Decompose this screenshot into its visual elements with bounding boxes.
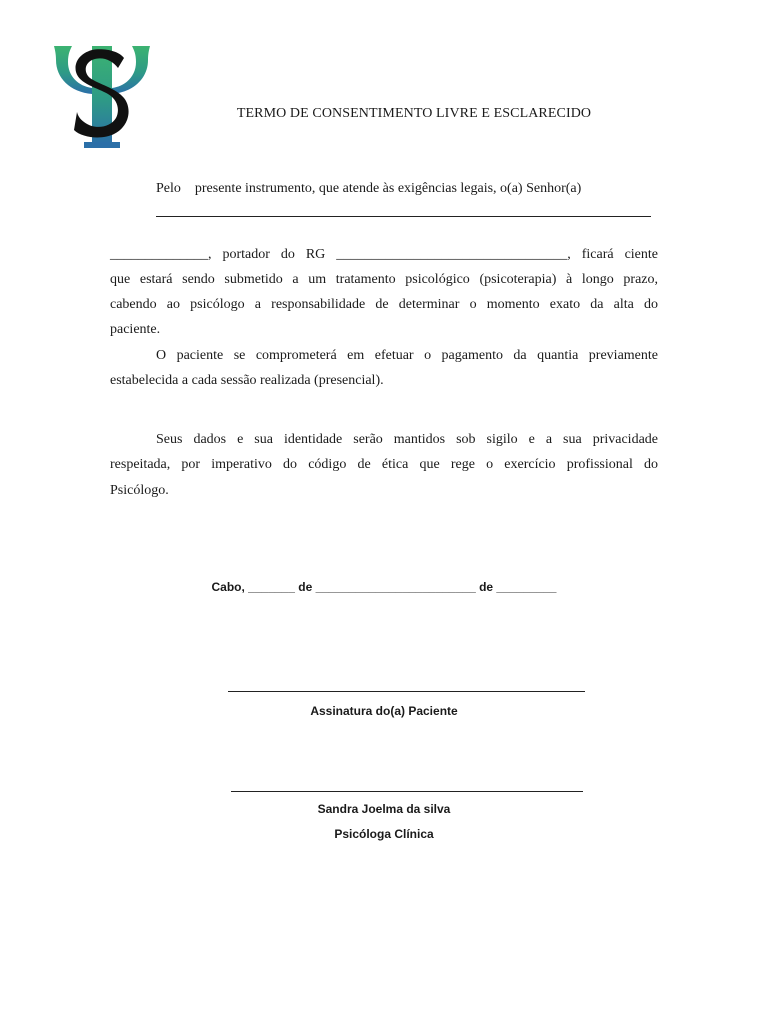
document-title: TERMO DE CONSENTIMENTO LIVRE E ESCLARECIDO [236,106,592,121]
text-fragment: ciente [624,246,658,262]
consent-body [110,176,658,393]
body-line: estabelecida a cada sessão realizada (presencial). [110,373,384,389]
text-fragment: Pelo [156,181,181,196]
text-fragment: RG [305,246,326,262]
body-line [110,176,658,201]
date-line: Cabo, _______ de ________________________ de _________ [211,580,557,594]
text-fragment: ficará [581,246,614,262]
text-fragment: portador [222,246,270,262]
privacy-paragraph [110,427,658,503]
body-line [110,242,658,267]
body-line: Psicólogo. [110,482,169,498]
body-line: paciente. [110,322,161,338]
body-line: que estará sendo submetido a um tratamento psicológico (psicoterapia) à longo prazo, [110,271,658,287]
text-fragment: presente instrumento, que atende às exigências legais, o(a) Senhor(a) [194,181,582,196]
name-blank-line [110,216,658,241]
body-line: respeitada, por imperativo do código de ética que rege o exercício profissional do [110,457,658,473]
underline-blank [156,216,651,217]
text-fragment: _________________________________, [336,246,571,262]
psychologist-name: Sandra Joelma da silva [317,802,451,816]
body-line: O paciente se comprometerá em efetuar o pagamento da quantia previamente [156,347,658,363]
psi-logo-icon [46,40,158,152]
signature-line-patient [228,691,585,692]
body-line: cabendo ao psicólogo a responsabilidade de determinar o momento exato da alta do [110,297,658,313]
text-fragment: ______________, [110,246,212,262]
body-line: Seus dados e sua identidade serão mantidos sob sigilo e a sua privacidade [156,432,658,447]
text-fragment: do [280,246,295,262]
signature-line-psychologist [231,791,583,792]
patient-signature-label: Assinatura do(a) Paciente [310,704,458,718]
psychologist-role: Psicóloga Clínica [334,827,434,841]
